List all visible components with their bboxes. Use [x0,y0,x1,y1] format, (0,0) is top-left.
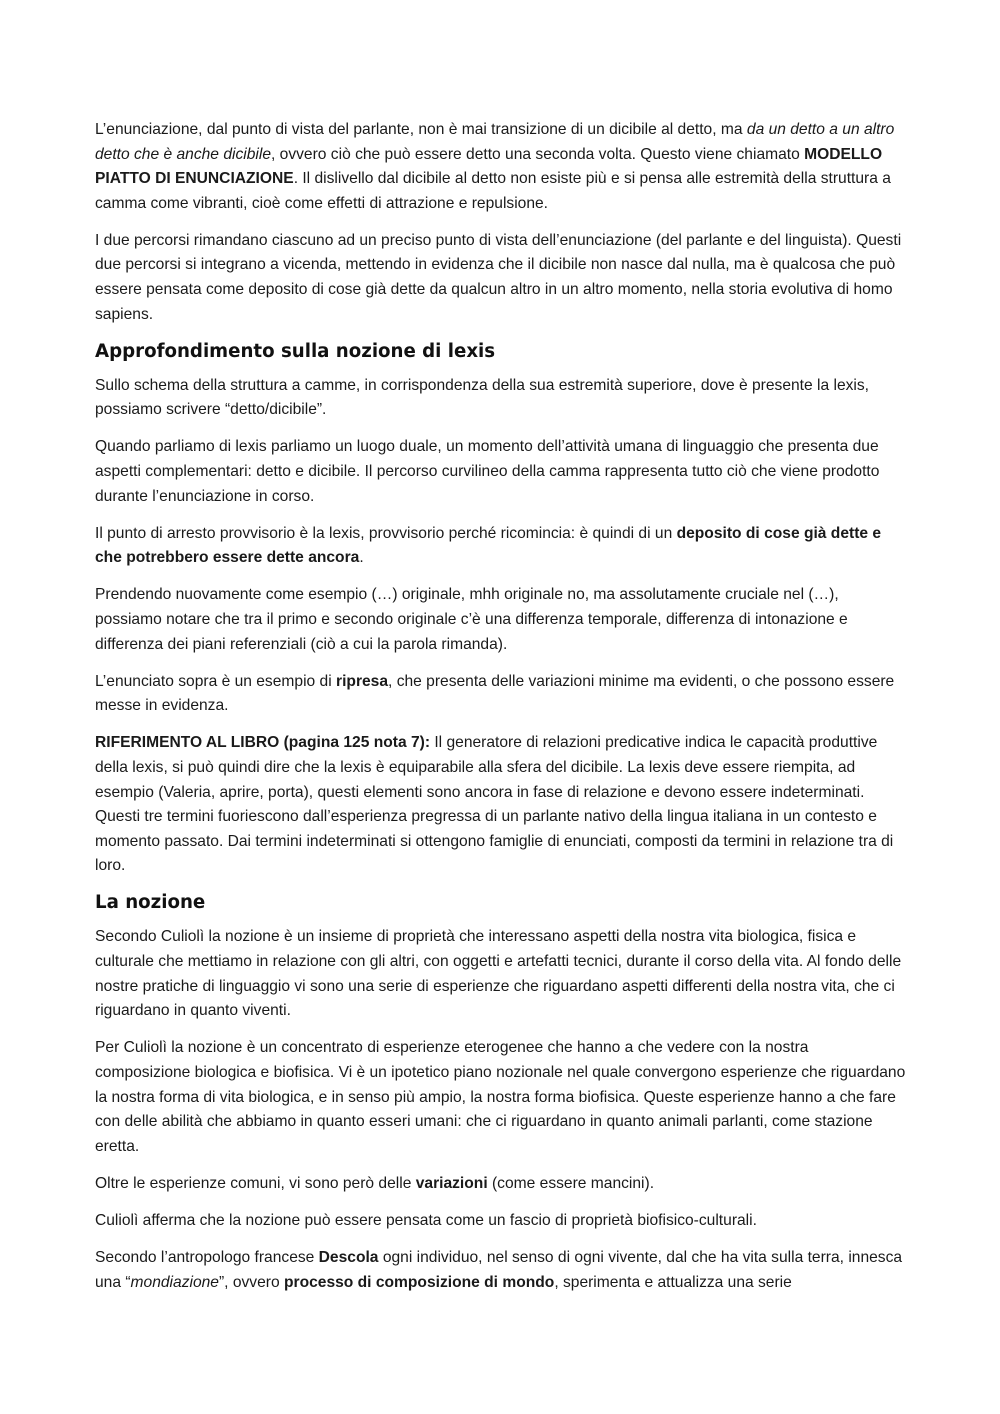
paragraph-nozione-culioli: Secondo Culiolì la nozione è un insieme di proprietà che interessano aspetti della nostra vita biologica, fisica e culturale che mettiamo in relazione con gli altri, con oggetti e artefatti tecnici, durante il corso della vita. Al fondo delle nostre pratiche di linguaggio vi sono una serie di esperienze che riguardano aspetti differenti della nostra vita, che ci riguardano in quanto viventi. [95,928,902,1020]
paragraph-punto-arresto: Il punto di arresto provvisorio è la lexis, provvisorio perché ricomincia: è quindi di un deposito di cose già dette e che potrebbero essere dette ancora. [95,524,882,567]
paragraph-modello-piatto: L’enunciazione, dal punto di vista del parlante, non è mai transizione di un dicibile al detto, ma da un detto a un altro detto che è anche dicibile, ovvero ciò che può essere detto una seconda volta. Questo viene chiamato MODELLO PIATTO DI ENUNCIAZIONE. Il dislivello dal dicibile al detto non esiste più e si pensa alle estremità della struttura a camma come vibranti, cioè come effetti di attrazione e repulsione. [95,121,895,212]
paragraph-descola: Secondo l’antropologo francese Descola ogni individuo, nel senso di ogni vivente, dal che ha vita sulla terra, innesca una “mondiazione”, ovvero processo di composizione di mondo, sperimenta e attualizza una serie [95,1248,903,1291]
paragraph-luogo-duale: Quando parliamo di lexis parliamo un luogo duale, un momento dell’attività umana di linguaggio che presenta due aspetti complementari: detto e dicibile. Il percorso curvilineo della camma rappresenta tutto ciò che viene prodotto durante l’enunciazione in corso. [95,438,880,505]
heading-nozione: La nozione [95,892,206,914]
document-page [95,118,907,1308]
paragraph-ripresa: L’enunciato sopra è un esempio di ripresa, che presenta delle variazioni minime ma evidenti, o che possono essere messe in evidenza. [95,672,895,715]
paragraph-schema-camme: Sullo schema della struttura a camme, in corrispondenza della sua estremità superiore, dove è presente la lexis, possiamo scrivere “detto/dicibile”. [95,376,870,419]
paragraph-fascio-proprieta: Culiolì afferma che la nozione può essere pensata come un fascio di proprietà biofisico-culturali. [95,1211,757,1229]
paragraph-variazioni: Oltre le esperienze comuni, vi sono però delle variazioni (come essere mancini). [95,1174,655,1192]
paragraph-concentrato-esperienze: Per Culiolì la nozione è un concentrato di esperienze eterogenee che hanno a che vedere con la nostra composizione biologica e biofisica. Vi è un ipotetico piano nozionale nel quale convergono esperienze che riguardano la nostra forma di vita biologica, e in senso più ampio, la nostra forma biofisica. Queste esperienze hanno a che fare con delle abilità che abbiamo in quanto esseri umani: che ci riguardano in quanto animali parlanti, come stazione eretta. [95,1039,906,1155]
paragraph-esempio-originale: Prendendo nuovamente come esempio (…) originale, mhh originale no, ma assolutamente cruciale nel (…), possiamo notare che tra il primo e secondo originale c’è una differenza temporale, differenza di intonazione e differenza dei piani referenziali (ciò a cui la parola rimanda). [95,586,848,653]
heading-lexis: Approfondimento sulla nozione di lexis [95,340,496,362]
paragraph-due-percorsi: I due percorsi rimandano ciascuno ad un preciso punto di vista dell’enunciazione (del parlante e del linguista). Questi due percorsi si integrano a vicenda, mettendo in evidenza che il dicibile non nasce dal nulla, ma è qualcosa che può essere pensata come deposito di cose già dette da qualcun altro in un altro momento, nella storia evolutiva di homo sapiens. [95,231,902,323]
paragraph-riferimento-libro: RIFERIMENTO AL LIBRO (pagina 125 nota 7): Il generatore di relazioni predicative indica le capacità produttive della lexis, si può quindi dire che la lexis è equiparabile alla sfera del dicibile. La lexis deve essere riempita, ad esempio (Valeria, aprire, porta), questi elementi sono ancora in fase di relazione e devono essere indeterminati. Questi tre termini fuoriescono dall’esperienza pregressa di un parlante nativo della lingua italiana in un contesto e momento passato. Dai termini indeterminati si ottengono famiglie di enunciati, composti da termini in relazione tra di loro. [95,734,894,875]
